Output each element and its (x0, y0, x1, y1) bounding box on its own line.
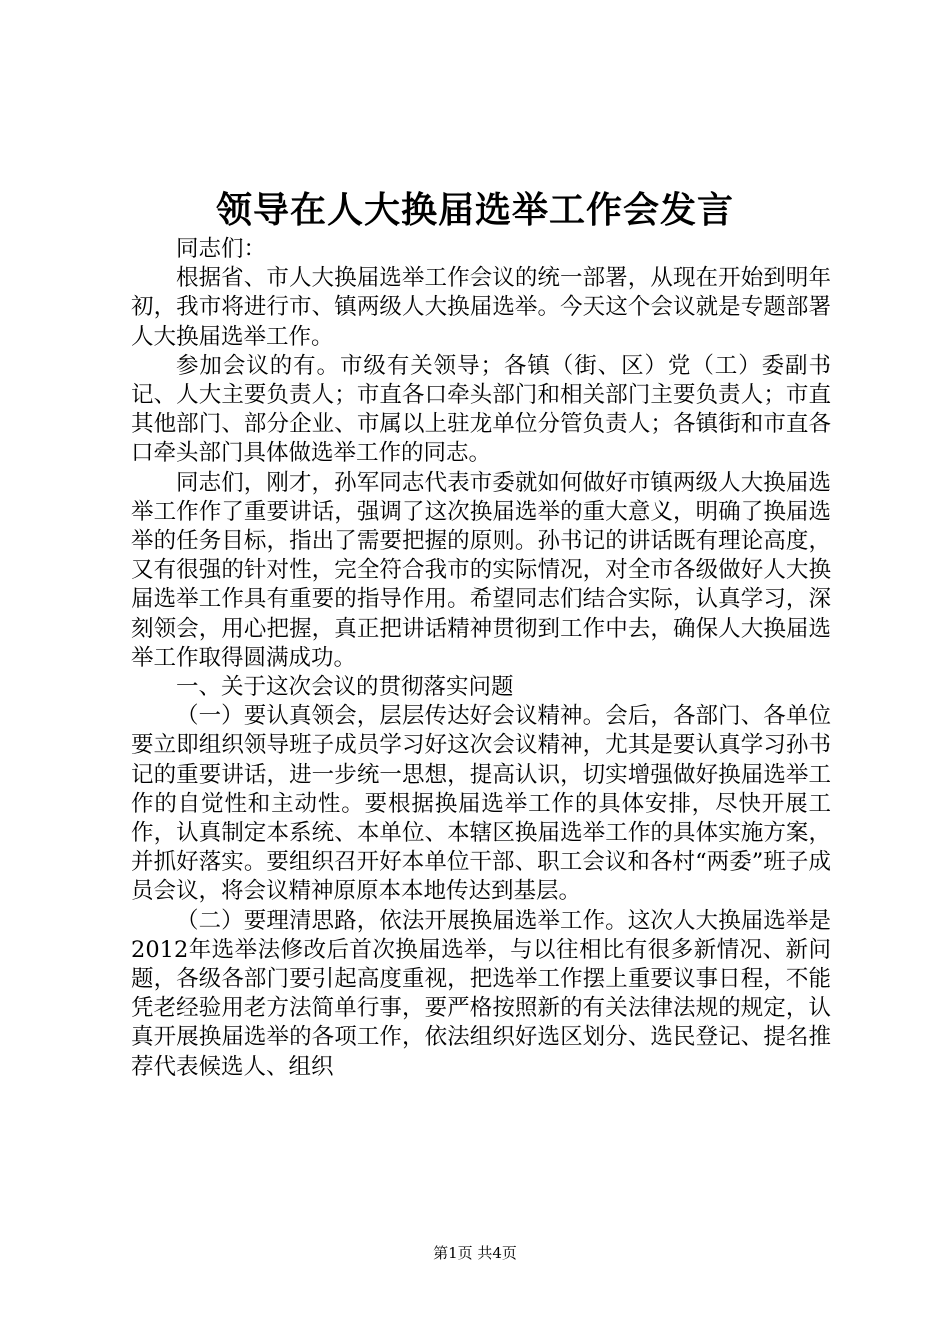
document-title: 领导在人大换届选举工作会发言 (215, 189, 734, 231)
section-heading-1: 一、关于这次会议的贯彻落实问题 (176, 674, 514, 701)
paragraph-item-2: （二）要理清思路，依法开展换届选举工作。这次人大换届选举是2012年选举法修改后首次换届选举，与以往相比有很多新情况、新问题，各级各部门要引起高度重视，把选举工作摆上重要议事日程，不能凭老经验用老方法简单行事，要严格按照新的有关法律法规的规定，认真开展换届选举的各项工作，依法组织好选区划分、选民登记、提名推荐代表候选人、组织 (131, 907, 831, 1080)
paragraph-item-1: （一）要认真领会，层层传达好会议精神。会后，各部门、各单位要立即组织领导班子成员学习好这次会议精神，尤其是要认真学习孙书记的重要讲话，进一步统一思想，提高认识，切实增强做好换届选举工作的自觉性和主动性。要根据换届选举工作的具体安排，尽快开展工作，认真制定本系统、本单位、本辖区换届选举工作的具体实施方案，并抓好落实。要组织召开好本单位干部、职工会议和各村“两委”班子成员会议，将会议精神原原本本地传达到基层。 (131, 703, 831, 905)
salutation: 同志们： (176, 236, 267, 262)
paragraph-attendees: 参加会议的有。市级有关领导；各镇（街、区）党（工）委副书记、人大主要负责人；市直各口牵头部门和相关部门主要负责人；市直其他部门、部分企业、市属以上驻龙单位分管负责人；各镇街和市直各口牵头部门具体做选举工作的同志。 (131, 352, 831, 467)
page-footer: 第1页 共4页 (433, 1244, 517, 1262)
document-body (131, 235, 831, 1082)
paragraph-speech-review: 同志们，刚才，孙军同志代表市委就如何做好市镇两级人大换届选举工作作了重要讲话，强调了这次换届选举的重大意义，明确了换届选举的任务目标，指出了需要把握的原则。孙书记的讲话既有理论高度，又有很强的针对性，完全符合我市的实际情况，对全市各级做好人大换届选举工作具有重要的指导作用。希望同志们结合实际，认真学习，深刻领会，用心把握，真正把讲话精神贯彻到工作中去，确保人大换届选举工作取得圆满成功。 (131, 469, 831, 671)
paragraph-intro: 根据省、市人大换届选举工作会议的统一部署，从现在开始到明年初，我市将进行市、镇两级人大换届选举。今天这个会议就是专题部署人大换届选举工作。 (131, 265, 831, 350)
